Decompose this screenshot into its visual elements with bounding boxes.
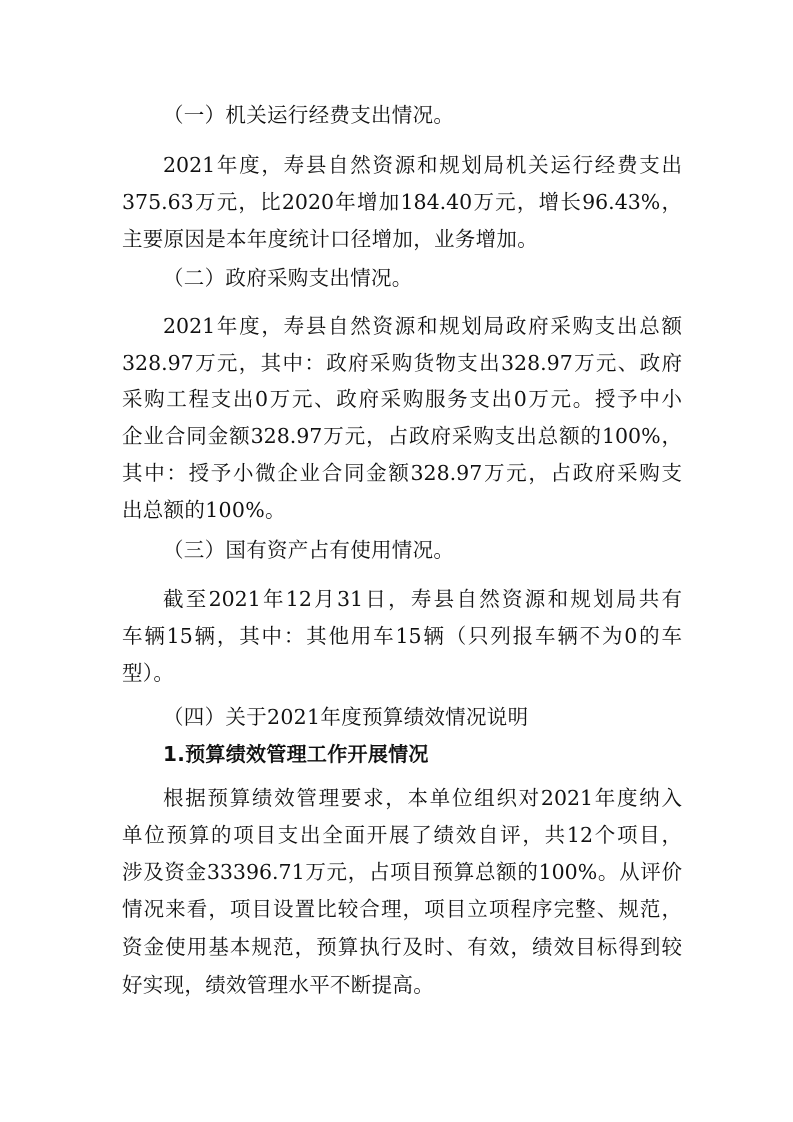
paragraph-line: 根据预算绩效管理要求，本单位组织对2021年度纳入 — [163, 786, 682, 810]
paragraph-line: 出总额的100%。 — [122, 498, 286, 522]
paragraph-line: 2021年度，寿县自然资源和规划局政府采购支出总额 — [163, 314, 682, 338]
heading-performance: （四）关于2021年度预算绩效情况说明 — [163, 705, 529, 729]
paragraph-line: 好实现，绩效管理水平不断提高。 — [122, 973, 434, 997]
paragraph-line: 采购工程支出0万元、政府采购服务支出0万元。授予中小 — [122, 387, 682, 411]
paragraph-line: 企业合同金额328.97万元，占政府采购支出总额的100%， — [122, 424, 682, 448]
subheading-performance-management: 1.预算绩效管理工作开展情况 — [163, 742, 429, 766]
paragraph-line: 单位预算的项目支出全面开展了绩效自评，共12个项目， — [122, 823, 682, 847]
paragraph-line: 截至2021年12月31日，寿县自然资源和规划局共有 — [163, 587, 682, 611]
paragraph-line: 2021年度，寿县自然资源和规划局机关运行经费支出 — [163, 153, 682, 177]
paragraph-line: 375.63万元，比2020年增加184.40万元，增长96.43%， — [122, 190, 682, 214]
paragraph-line: 328.97万元，其中：政府采购货物支出328.97万元、政府 — [122, 351, 682, 375]
paragraph-line: 其中：授予小微企业合同金额328.97万元，占政府采购支 — [122, 461, 682, 485]
heading-procurement: （二）政府采购支出情况。 — [163, 266, 413, 290]
paragraph-line: 型）。 — [122, 661, 175, 685]
paragraph-line: 资金使用基本规范，预算执行及时、有效，绩效目标得到较 — [122, 935, 682, 959]
paragraph-line: 车辆15辆，其中：其他用车15辆（只列报车辆不为0的车 — [122, 624, 682, 648]
heading-operating-expenses: （一）机关运行经费支出情况。 — [163, 103, 455, 127]
paragraph-line: 主要原因是本年度统计口径增加，业务增加。 — [122, 227, 538, 251]
paragraph-line: 情况来看，项目设置比较合理，项目立项程序完整、规范， — [122, 897, 682, 921]
heading-state-assets: （三）国有资产占有使用情况。 — [163, 538, 455, 562]
paragraph-line: 涉及资金33396.71万元，占项目预算总额的100%。从评价 — [122, 860, 682, 884]
